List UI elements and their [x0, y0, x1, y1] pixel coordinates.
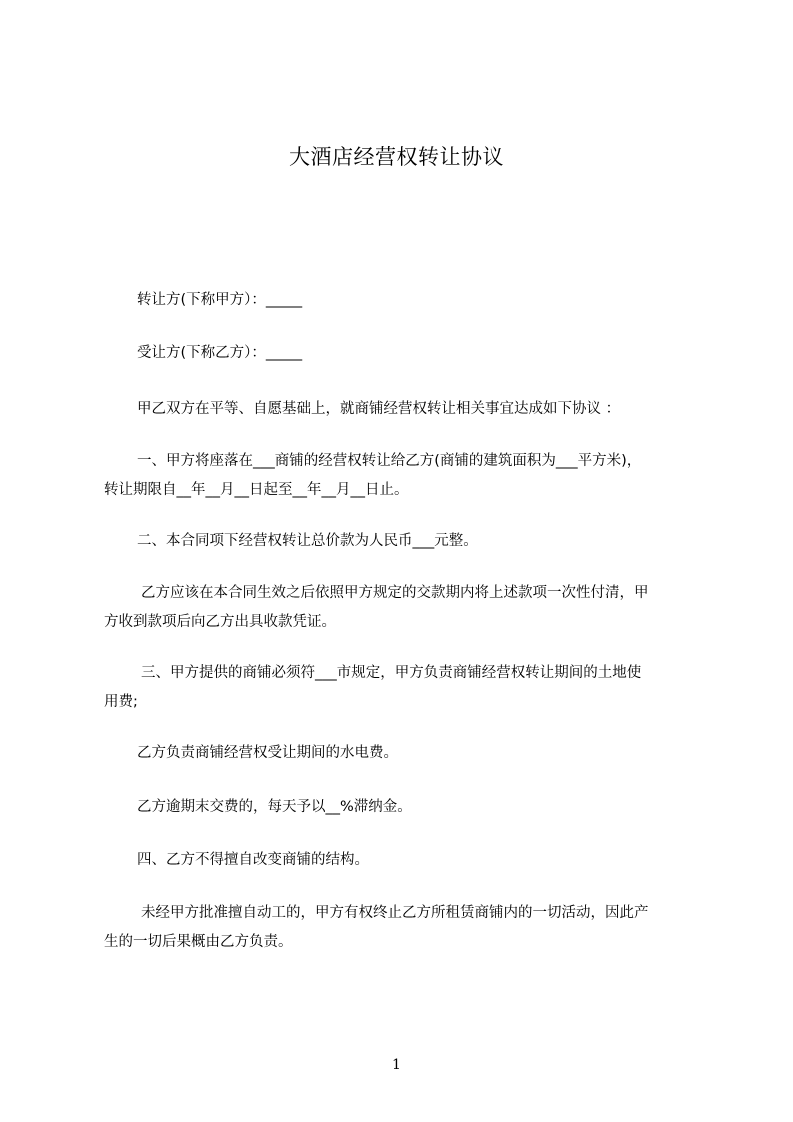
paragraph-line: 乙方负责商铺经营权受让期间的水电费。 — [137, 745, 398, 761]
paragraph-line: 生的一切后果概由乙方负责。 — [104, 934, 293, 950]
paragraph-line: 三、甲方提供的商铺必须符___市规定，甲方负责商铺经营权转让期间的土地使 — [141, 665, 642, 681]
paragraph-clause-2 — [104, 527, 704, 556]
paragraph-line: 转让方(下称甲方）：_____ — [137, 292, 303, 308]
paragraph-clause-1 — [104, 447, 704, 505]
paragraph-line: 未经甲方批准擅自动工的，甲方有权终止乙方所租赁商铺内的一切活动，因此产 — [141, 905, 649, 921]
paragraph-line: 转让期限自__年__月__日起至__年__月__日止。 — [104, 482, 409, 498]
paragraph-line: 用费; — [104, 694, 138, 710]
paragraph-utilities — [104, 739, 704, 768]
paragraph-payment — [104, 579, 704, 637]
page-number: 1 — [392, 1057, 401, 1073]
paragraph-line: 一、甲方将座落在___商铺的经营权转让给乙方(商铺的建筑面积为___平方米)， — [137, 453, 642, 469]
paragraph-line: 乙方应该在本合同生效之后依照甲方规定的交款期内将上述款项一次性付清，甲 — [141, 585, 649, 601]
paragraph-line: 乙方逾期末交费的，每天予以__%滞纳金。 — [137, 799, 412, 815]
paragraph-clause-3 — [104, 659, 704, 717]
document-title: 大酒店经营权转让协议 — [289, 145, 504, 169]
paragraph-line: 二、本合同项下经营权转让总价款为人民币___元整。 — [137, 533, 478, 549]
paragraph-preamble — [104, 395, 704, 424]
paragraph-transferee — [104, 339, 704, 368]
paragraph-line: 甲乙双方在平等、自愿基础上，就商铺经营权转让相关事宜达成如下协议 ： — [137, 401, 621, 417]
paragraph-clause-4 — [104, 846, 704, 875]
paragraph-late-fee — [104, 793, 704, 822]
paragraph-line: 四、乙方不得擅自改变商铺的结构。 — [137, 852, 369, 868]
paragraph-unauthorized-work — [104, 899, 704, 957]
paragraph-line: 受让方(下称乙方）：_____ — [137, 345, 303, 361]
paragraph-transferor — [104, 286, 704, 315]
paragraph-line: 方收到款项后向乙方出具收款凭证。 — [104, 614, 336, 630]
